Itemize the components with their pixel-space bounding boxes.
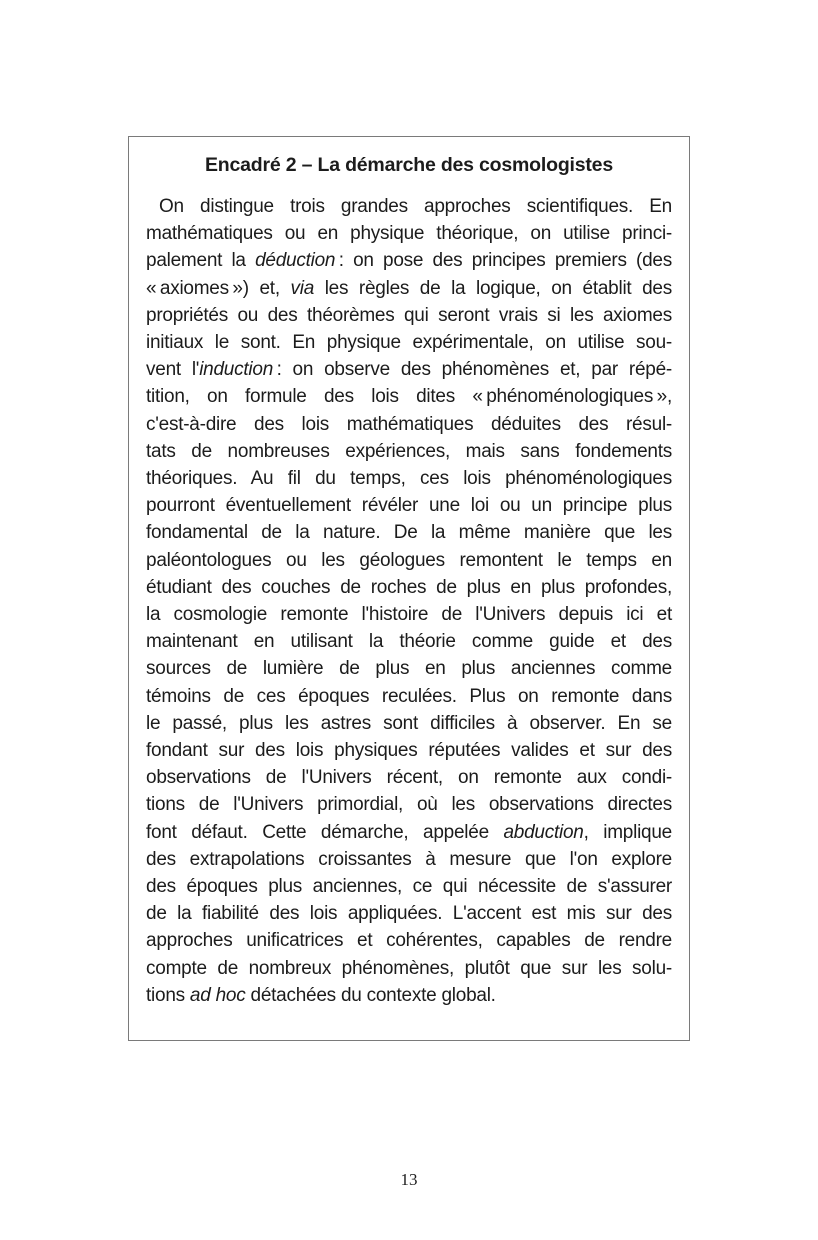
text-segment: mathématiques ou en physique théorique, on utilise princi- — [146, 223, 672, 245]
text-segment: tats de nombreuses expériences, mais sans fondements — [146, 440, 672, 462]
text-segment: , implique — [583, 821, 672, 843]
text-segment: étudiant des couches de roches de plus en plus profondes, — [146, 576, 672, 598]
text-line — [146, 411, 672, 438]
box-title: Encadré 2 – La démarche des cosmologistes — [205, 154, 613, 176]
text-line — [146, 302, 672, 329]
text-line — [146, 764, 672, 791]
text-segment: « axiomes ») et, — [146, 277, 291, 299]
text-segment: théoriques. Au fil du temps, ces lois phénoménologiques — [146, 468, 672, 490]
text-line — [146, 492, 672, 519]
text-segment: propriétés ou des théorèmes qui seront vrais si les axiomes — [146, 304, 672, 326]
text-segment: des époques plus anciennes, ce qui nécessite de s'assurer — [146, 876, 672, 898]
text-line — [146, 193, 672, 220]
text-line — [146, 982, 672, 1009]
text-segment: tions de l'Univers primordial, où les observations directes — [146, 794, 672, 816]
text-line — [146, 519, 672, 546]
text-line — [146, 574, 672, 601]
text-segment: tition, on formule des lois dites « phénoménologiques », — [146, 386, 672, 408]
text-segment: : on pose des principes premiers (des — [335, 250, 672, 272]
text-line — [146, 601, 672, 628]
text-line — [146, 819, 672, 846]
text-line — [146, 791, 672, 818]
text-line — [146, 628, 672, 655]
sidebar-box — [128, 136, 690, 1041]
text-line — [146, 900, 672, 927]
text-line — [146, 737, 672, 764]
text-line — [146, 846, 672, 873]
text-segment: c'est-à-dire des lois mathématiques déduites des résul- — [146, 413, 672, 435]
text-line — [146, 356, 672, 383]
text-line — [146, 465, 672, 492]
italic-text-segment: déduction — [255, 250, 336, 272]
text-line — [146, 329, 672, 356]
text-line — [146, 927, 672, 954]
text-segment: la cosmologie remonte l'histoire de l'Univers depuis ici et — [146, 604, 672, 626]
italic-text-segment: abduction — [503, 821, 584, 843]
text-segment: sources de lumière de plus en plus anciennes comme — [146, 658, 672, 680]
text-segment: : on observe des phénomènes et, par répé- — [273, 359, 673, 381]
text-line — [146, 383, 672, 410]
text-segment: observations de l'Univers récent, on remonte aux condi- — [146, 767, 672, 789]
text-line — [146, 683, 672, 710]
text-segment: de la fiabilité des lois appliquées. L'accent est mis sur des — [146, 903, 672, 925]
text-line — [146, 955, 672, 982]
text-segment: maintenant en utilisant la théorie comme guide et des — [146, 631, 672, 653]
text-segment: détachées du contexte global. — [245, 984, 496, 1006]
text-segment: tions — [146, 984, 190, 1006]
text-segment: initiaux le sont. En physique expérimentale, on utilise sou- — [146, 332, 672, 354]
text-segment: des extrapolations croissantes à mesure que l'on explore — [146, 848, 672, 870]
box-body-text — [146, 193, 672, 1009]
text-line — [146, 547, 672, 574]
text-line — [146, 438, 672, 465]
text-segment: approches unificatrices et cohérentes, capables de rendre — [146, 930, 672, 952]
text-segment: fondamental de la nature. De la même manière que les — [146, 522, 672, 544]
text-segment: paléontologues ou les géologues remontent le temps en — [146, 549, 672, 571]
text-segment: vent l' — [146, 359, 200, 381]
text-line — [146, 220, 672, 247]
text-segment: pourront éventuellement révéler une loi ou un principe plus — [146, 495, 672, 517]
text-segment: le passé, plus les astres sont difficiles à observer. En se — [146, 712, 672, 734]
text-segment: fondant sur des lois physiques réputées valides et sur des — [146, 740, 672, 762]
text-line — [146, 275, 672, 302]
text-line — [146, 247, 672, 274]
text-line — [146, 655, 672, 682]
page-number: 13 — [400, 1170, 418, 1189]
text-segment: palement la — [146, 250, 256, 272]
text-segment: les règles de la logique, on établit des — [314, 277, 672, 299]
text-segment: témoins de ces époques reculées. Plus on remonte dans — [146, 685, 672, 707]
italic-text-segment: ad hoc — [189, 984, 246, 1006]
text-segment: compte de nombreux phénomènes, plutôt que sur les solu- — [146, 957, 672, 979]
italic-text-segment: induction — [199, 359, 274, 381]
text-line — [146, 710, 672, 737]
italic-text-segment: via — [290, 277, 315, 299]
text-segment: font défaut. Cette démarche, appelée — [146, 821, 504, 843]
text-segment: On distingue trois grandes approches scientifiques. En — [159, 196, 672, 217]
text-line — [146, 873, 672, 900]
